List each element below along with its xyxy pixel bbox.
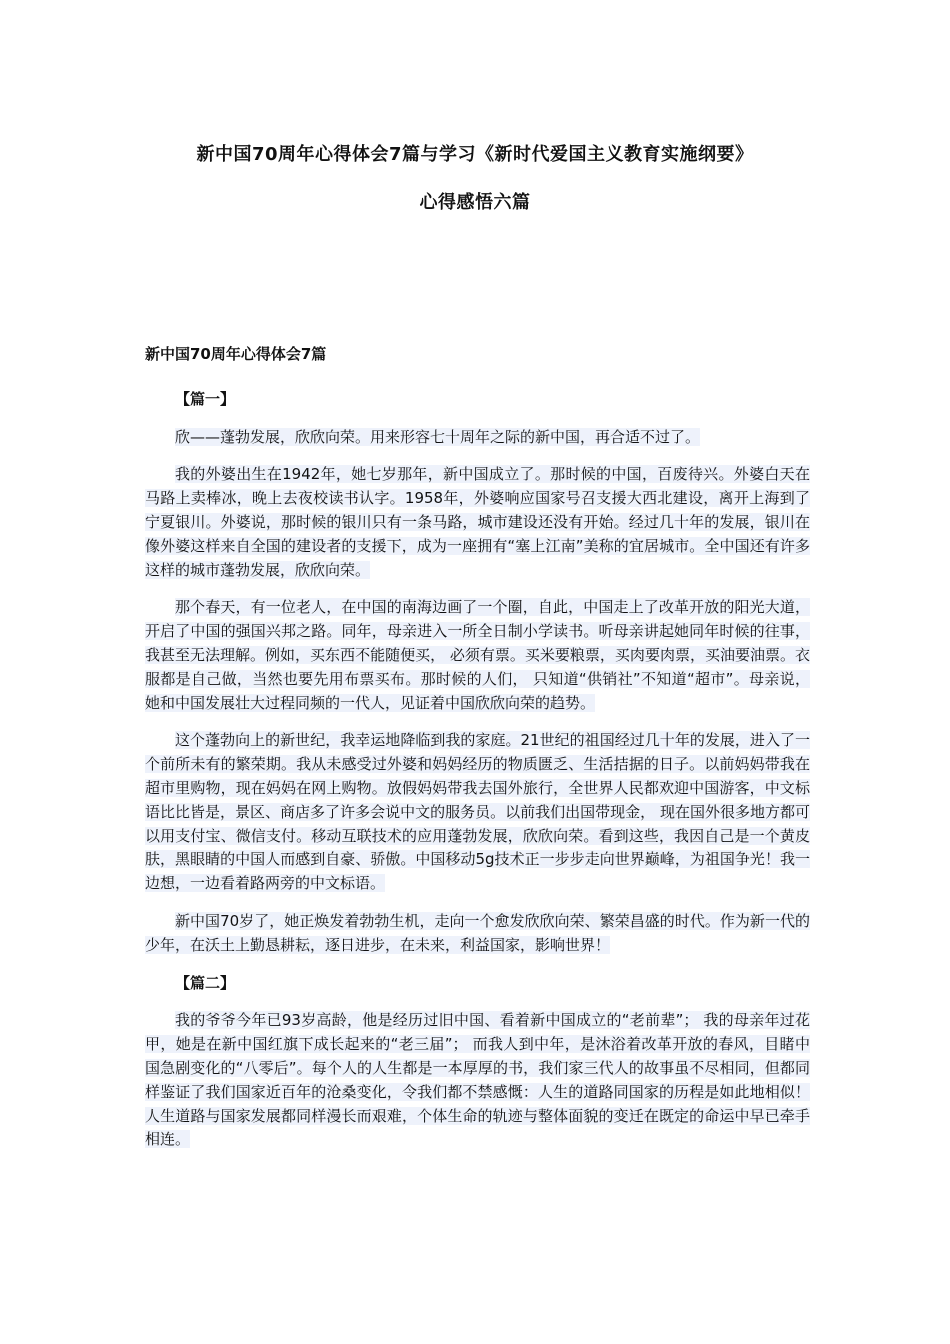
paragraph — [145, 463, 810, 582]
paragraph — [145, 1009, 810, 1152]
paragraph-text: 新中国70岁了，她正焕发着勃勃生机，走向一个愈发欣欣向荣、繁荣昌盛的时代。作为新一代的少年，在沃土上勤恳耕耘，逐日进步，在未来，利益国家，影响世界！ — [145, 911, 810, 954]
part2-heading: 【篇二】 — [175, 973, 236, 992]
paragraph — [145, 426, 810, 450]
paragraph-text: 我的爷爷今年已93岁高龄，他是经历过旧中国、看着新中国成立的“老前辈”； 我的母亲年过花甲，她是在新中国红旗下成长起来的“老三届”； 而我人到中年，是沐浴着改革开放的春风，目睹中国急剧变化的“八零后”。每个人的人生都是一本厚厚的书，我们家三代人的故事虽不尽相同，但都同样鉴证了我们国家近百年的沧桑变化，令我们都不禁感慨：人生的道路同国家的历程是如此地相似！人生道路与国家发展都同样漫长而艰难，个体生命的轨迹与整体面貌的变迁在既定的命运中早已牵手相连。 — [145, 1011, 810, 1149]
paragraph — [145, 910, 810, 958]
part1-heading: 【篇一】 — [175, 389, 236, 408]
paragraph-text: 我的外婆出生在1942年，她七岁那年，新中国成立了。那时候的中国，百废待兴。外婆白天在马路上卖棒冰，晚上去夜校读书认字。1958年，外婆响应国家号召支援大西北建设，离开上海到了宁夏银川。外婆说，那时候的银川只有一条马路，城市建设还没有开始。经过几十年的发展，银川在像外婆这样来自全国的建设者的支援下，成为一座拥有“塞上江南”美称的宜居城市。全中国还有许多这样的城市蓬勃发展，欣欣向荣。 — [145, 465, 810, 579]
document-title-line2: 心得感悟六篇 — [419, 192, 531, 213]
paragraph — [145, 729, 810, 896]
paragraph-text: 这个蓬勃向上的新世纪，我幸运地降临到我的家庭。21世纪的祖国经过几十年的发展，进入了一个前所未有的繁荣期。我从未感受过外婆和妈妈经历的物质匮乏、生活拮据的日子。以前妈妈带我在超市里购物，现在妈妈在网上购物。放假妈妈带我去国外旅行，全世界人民都欢迎中国游客，中文标语比比皆是，景区、商店多了许多会说中文的服务员。以前我们出国带现金， 现在国外很多地方都可以用支付宝、微信支付。移动互联技术的应用蓬勃发展，欣欣向荣。看到这些，我因自己是一个黄皮肤，黑眼睛的中国人而感到自豪、骄傲。中国移动5g技术正一步步走向世界巅峰，为祖国争光！我一边想，一边看着路两旁的中文标语。 — [145, 731, 810, 893]
paragraph-text: 欣——蓬勃发展，欣欣向荣。用来形容七十周年之际的新中国，再合适不过了。 — [175, 427, 701, 446]
document-title-line1: 新中国70周年心得体会7篇与学习《新时代爱国主义教育实施纲要》 — [196, 144, 754, 165]
paragraph-text: 那个春天，有一位老人，在中国的南海边画了一个圈，自此，中国走上了改革开放的阳光大道，开启了中国的强国兴邦之路。同年，母亲进入一所全日制小学读书。听母亲讲起她同年时候的往事，我甚至无法理解。例如，买东西不能随便买， 必须有票。买米要粮票，买肉要肉票，买油要油票。衣服都是自己做，当然也要先用布票买布。那时候的人们， 只知道“供销社”不知道“超市”。母亲说，她和中国发展壮大过程同频的一代人，见证着中国欣欣向荣的趋势。 — [145, 598, 810, 712]
section-heading: 新中国70周年心得体会7篇 — [145, 345, 327, 363]
paragraph — [145, 596, 810, 715]
document-body — [145, 343, 810, 1166]
